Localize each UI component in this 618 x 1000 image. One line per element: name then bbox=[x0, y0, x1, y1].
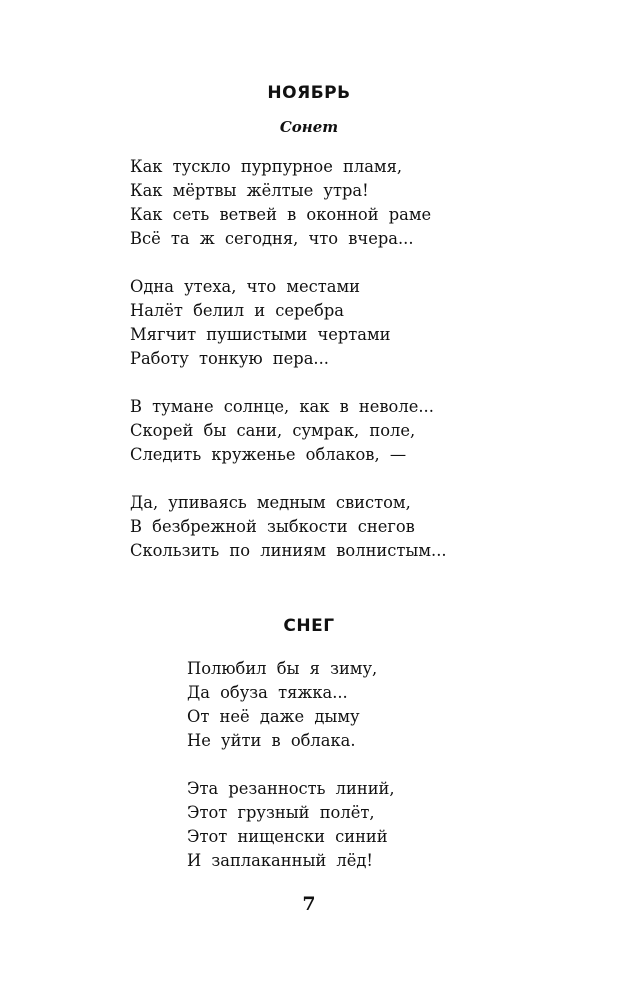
poem-subtitle-sonnet: Сонет bbox=[279, 118, 339, 136]
stanza bbox=[130, 491, 447, 563]
poem-line: Налёт белил и серебра bbox=[130, 301, 344, 320]
stanza bbox=[130, 395, 447, 467]
stanza bbox=[187, 657, 395, 753]
stanza bbox=[187, 777, 395, 873]
poem-line: Как сеть ветвей в оконной раме bbox=[130, 205, 432, 224]
poem-line: Этот нищенски синий bbox=[187, 827, 388, 846]
poem-line: Одна утеха, что местами bbox=[130, 277, 360, 296]
poem-line: Эта резанность линий, bbox=[187, 779, 395, 798]
poem-line: В безбрежной зыбкости снегов bbox=[130, 517, 415, 536]
page-number: 7 bbox=[302, 893, 316, 915]
poem-line: Следить круженье облаков, — bbox=[130, 445, 407, 464]
stanza bbox=[130, 155, 447, 251]
poem-line: В тумане солнце, как в неволе... bbox=[130, 397, 434, 416]
poem-title-november: НОЯБРЬ bbox=[267, 83, 351, 103]
poem-line: Скорей бы сани, сумрак, поле, bbox=[130, 421, 416, 440]
poem-november bbox=[130, 155, 447, 587]
poem-title-snow: СНЕГ bbox=[283, 616, 335, 636]
poem-line: Полюбил бы я зиму, bbox=[187, 659, 378, 678]
poem-line: Всё та ж сегодня, что вчера... bbox=[130, 229, 414, 248]
poem-snow bbox=[187, 657, 395, 897]
poem-line: Этот грузный полёт, bbox=[187, 803, 375, 822]
poem-line: Как мёртвы жёлтые утра! bbox=[130, 181, 369, 200]
poem-line: Да обуза тяжка... bbox=[187, 683, 348, 702]
poem-line: От неё даже дыму bbox=[187, 707, 360, 726]
poem-line: Скользить по линиям волнистым... bbox=[130, 541, 447, 560]
poem-line: И заплаканный лёд! bbox=[187, 851, 373, 870]
poem-line: Да, упиваясь медным свистом, bbox=[130, 493, 411, 512]
stanza bbox=[130, 275, 447, 371]
poem-line: Как тускло пурпурное пламя, bbox=[130, 157, 403, 176]
poem-line: Работу тонкую пера... bbox=[130, 349, 329, 368]
poem-line: Не уйти в облака. bbox=[187, 731, 356, 750]
poem-line: Мягчит пушистыми чертами bbox=[130, 325, 391, 344]
